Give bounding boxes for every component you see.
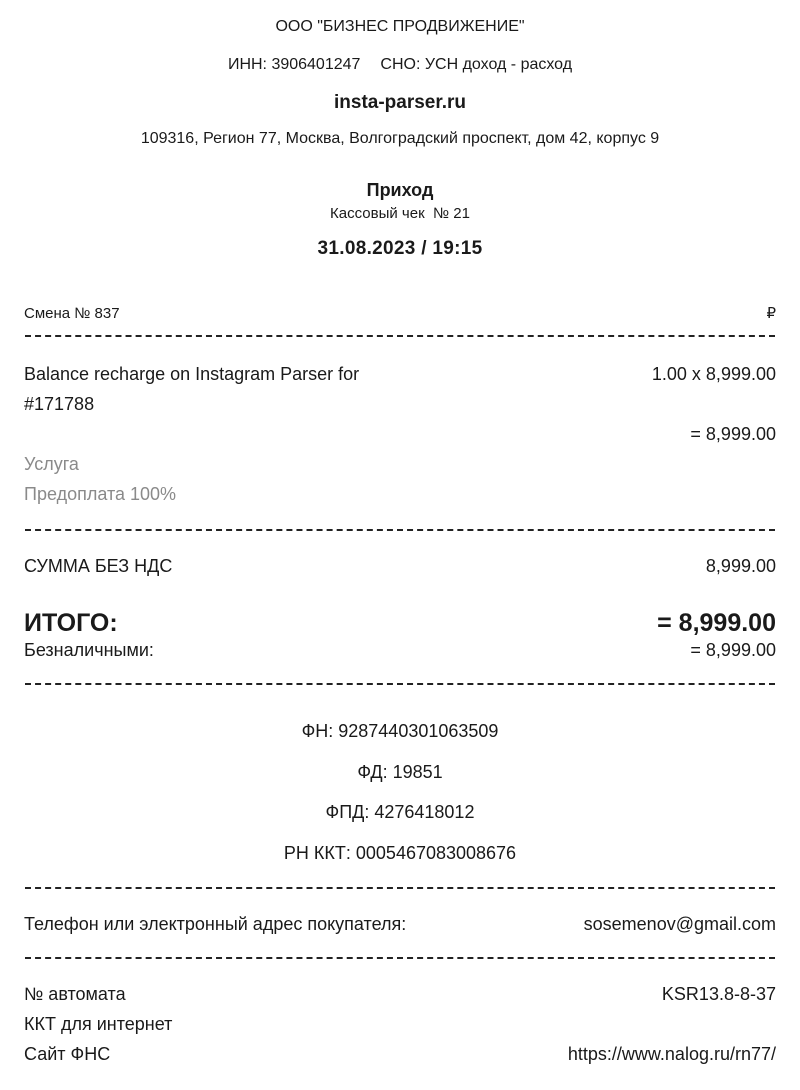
divider (25, 887, 775, 889)
item-total: = 8,999.00 (690, 424, 776, 444)
machine-label: № автомата (24, 984, 126, 1004)
currency-symbol: ₽ (766, 305, 776, 322)
machine-value: KSR13.8-8-37 (661, 984, 776, 1004)
total-row (24, 608, 776, 638)
buyer-contact-row (24, 912, 776, 936)
buyer-contact-label: Телефон или электронный адрес покупателя: (24, 914, 407, 934)
item-qty-price: 1.00 x 8,999.00 (651, 364, 776, 384)
item-payment-method: Предоплата 100% (24, 484, 177, 504)
divider (25, 683, 775, 685)
item-kind: Услуга (24, 454, 79, 474)
shift-row (24, 304, 776, 324)
divider (25, 529, 775, 531)
fiscal-info (24, 711, 776, 873)
cashless-label: Безналичными: (24, 640, 154, 660)
company-address: 109316, Регион 77, Москва, Волгоградский проспект, дом 42, корпус 9 (140, 130, 660, 147)
divider (25, 957, 775, 959)
fiscal-fpd: ФПД: 4276418012 (325, 802, 475, 822)
tax-system: СНО: УСН доход - расход (380, 56, 573, 73)
fiscal-fd: ФД: 19851 (357, 761, 443, 782)
fns-site-link[interactable]: https://www.nalog.ru/rn77/ (567, 1044, 776, 1064)
tax-info (24, 55, 776, 75)
no-vat-value: 8,999.00 (705, 556, 776, 576)
total-label: ИТОГО: (24, 609, 118, 637)
divider (25, 335, 775, 337)
receipt-datetime: 31.08.2023 / 19:15 (317, 238, 483, 259)
cashless-value: = 8,999.00 (690, 640, 776, 660)
document-type: Приход (366, 180, 434, 200)
kkt-label: ККТ для интернет (24, 1014, 173, 1034)
fiscal-rn-kkt: РН ККТ: 0005467083008676 (283, 842, 517, 863)
no-vat-row (24, 554, 776, 578)
line-item (24, 359, 776, 509)
check-number: Кассовый чек № 21 (330, 205, 470, 222)
shift-label: Смена № 837 (24, 305, 120, 322)
company-name: ООО "БИЗНЕС ПРОДВИЖЕНИЕ" (275, 18, 525, 35)
no-vat-label: СУММА БЕЗ НДС (24, 556, 173, 576)
fiscal-fn: ФН: 9287440301063509 (301, 721, 499, 741)
fns-site-label: Сайт ФНС (24, 1044, 111, 1064)
cashless-row (24, 639, 776, 661)
buyer-contact-value: sosemenov@gmail.com (583, 914, 776, 934)
inn: ИНН: 3906401247 (227, 56, 361, 73)
site-name: insta-parser.ru (334, 92, 466, 113)
receipt-footer (24, 979, 776, 1069)
total-value: = 8,999.00 (657, 609, 776, 637)
item-name: Balance recharge on Instagram Parser for #171788 (24, 364, 360, 414)
